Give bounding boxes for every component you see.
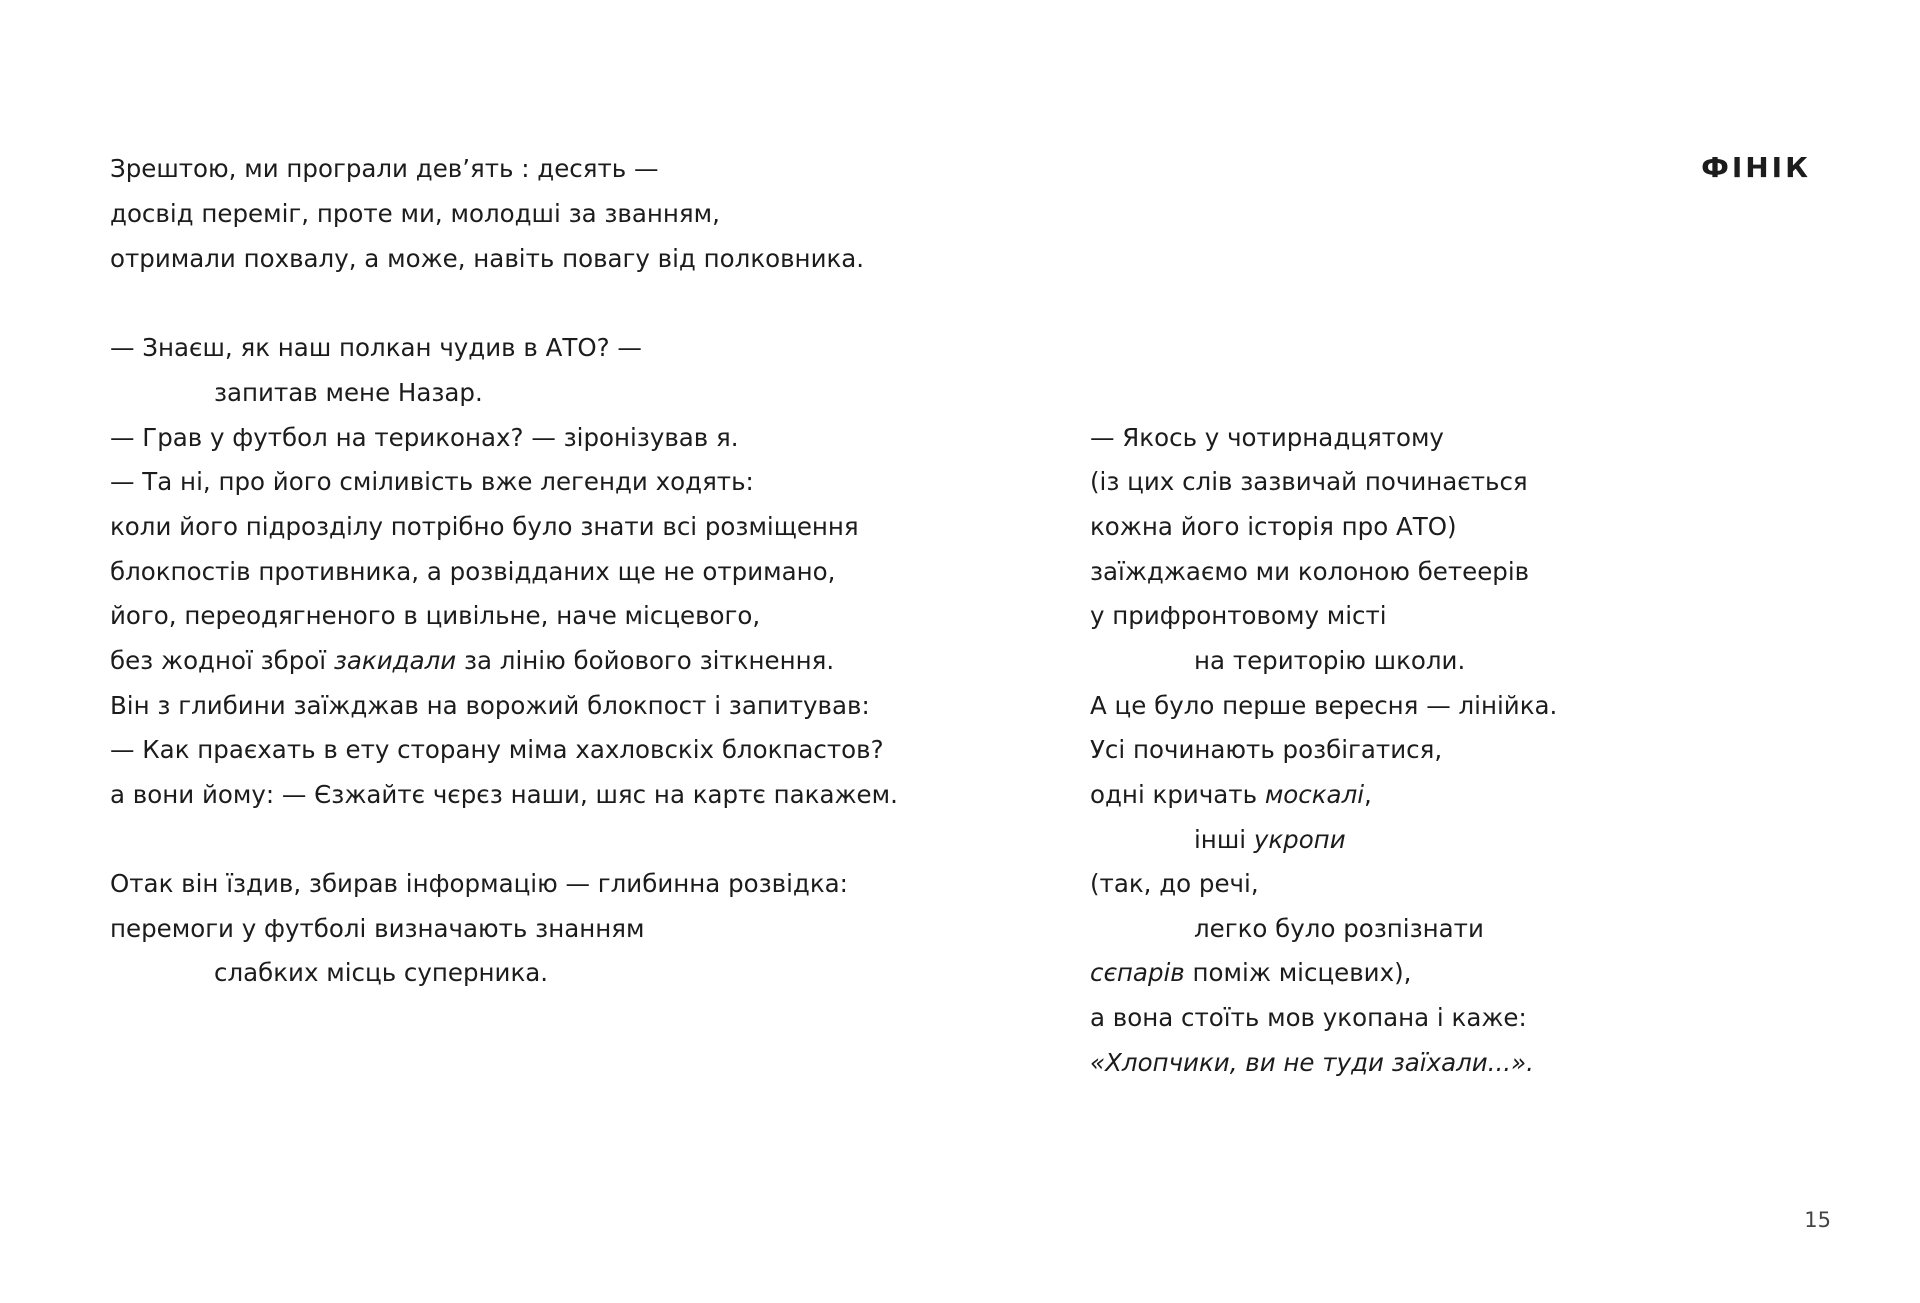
text-line: блокпостів противника, а розвідданих ще не отримано, (110, 557, 836, 586)
text-line: на територію школи. (1194, 646, 1466, 675)
text-segment: , (1364, 780, 1372, 809)
italic-word: укропи (1253, 825, 1346, 854)
chapter-heading: ФІНІК (1701, 151, 1811, 184)
text-line: заїжджаємо ми колоною бетеерів (1090, 557, 1530, 586)
text-segment: інші (1194, 825, 1254, 854)
text-line: запитав мене Назар. (214, 378, 483, 407)
text-line: слабких місць суперника. (214, 958, 549, 987)
text-line: коли його підрозділу потрібно було знати всі розміщення (110, 512, 859, 541)
text-line: у прифронтовому місті (1090, 601, 1387, 630)
text-segment: одні кричать (1090, 780, 1265, 809)
text-segment: поміж місцевих), (1184, 958, 1412, 987)
text-line (1090, 780, 1372, 810)
text-line (1090, 958, 1411, 988)
text-line: Зрештою, ми програли дев’ять : десять — (110, 154, 659, 183)
text-line: а вони йому: — Єзжайтє чєрєз наши, шяс на картє пакажем. (110, 780, 898, 809)
text-line: досвід переміг, проте ми, молодші за званням, (110, 199, 720, 228)
text-line: — Якось у чотирнадцятому (1090, 423, 1444, 452)
italic-word: москалі (1264, 780, 1365, 809)
page-number: 15 (1804, 1208, 1831, 1232)
text-line (1194, 825, 1346, 855)
text-line: Отак він їздив, збирав інформацію — глибинна розвідка: (110, 869, 848, 898)
text-line: Усі починають розбігатися, (1090, 735, 1443, 764)
text-line: — Грав у футбол на териконах? — зіронізував я. (110, 423, 739, 452)
text-segment: за лінію бойового зіткнення. (456, 646, 835, 675)
text-line (110, 646, 834, 676)
text-line: «Хлопчики, ви не туди заїхали...». (1090, 1048, 1534, 1077)
text-line: отримали похвалу, а може, навіть повагу від полковника. (110, 244, 865, 273)
text-line: — Как праєхать в ету сторану міма хахловскіх блокпастов? (110, 735, 884, 764)
text-segment: без жодної зброї (110, 646, 334, 675)
text-line: перемоги у футболі визначають знанням (110, 914, 645, 943)
italic-word: закидали (333, 646, 457, 675)
text-line: кожна його історія про АТО) (1090, 512, 1457, 541)
text-line: (із цих слів зазвичай починається (1090, 467, 1528, 496)
text-line: А це було перше вересня — лінійка. (1090, 691, 1558, 720)
text-line: Він з глибини заїжджав на ворожий блокпост і запитував: (110, 691, 870, 720)
text-line: — Та ні, про його сміливість вже легенди ходять: (110, 467, 754, 496)
text-line: його, переодягненого в цивільне, наче місцевого, (110, 601, 761, 630)
italic-word: сєпарів (1090, 958, 1185, 987)
text-line: (так, до речі, (1090, 869, 1259, 898)
text-line: легко було розпізнати (1194, 914, 1484, 943)
text-line: — Знаєш, як наш полкан чудив в АТО? — (110, 333, 642, 362)
text-line: а вона стоїть мов укопана і каже: (1090, 1003, 1527, 1032)
